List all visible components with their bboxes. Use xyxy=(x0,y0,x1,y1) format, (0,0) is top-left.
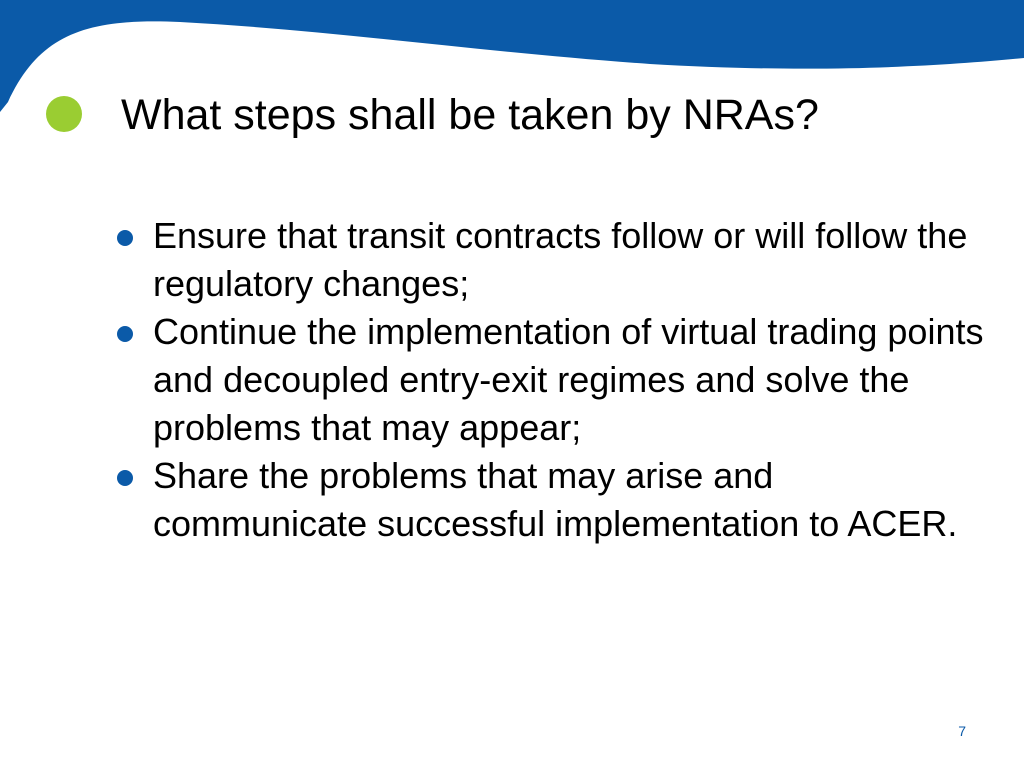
list-item xyxy=(117,452,987,548)
slide-title: What steps shall be taken by NRAs? xyxy=(121,91,819,139)
title-bullet-icon xyxy=(46,96,82,132)
bullet-list xyxy=(117,212,987,548)
bullet-dot-icon xyxy=(117,326,133,342)
list-item-text: Share the problems that may arise and communicate successful implementation to ACER. xyxy=(153,455,958,544)
list-item xyxy=(117,212,987,308)
bullet-dot-icon xyxy=(117,470,133,486)
page-number: 7 xyxy=(958,723,966,739)
list-item-text: Ensure that transit contracts follow or will follow the regulatory changes; xyxy=(153,215,968,304)
list-item xyxy=(117,308,987,452)
bullet-dot-icon xyxy=(117,230,133,246)
list-item-text: Continue the implementation of virtual trading points and decoupled entry-exit regimes and solve the problems that may appear; xyxy=(153,311,984,448)
